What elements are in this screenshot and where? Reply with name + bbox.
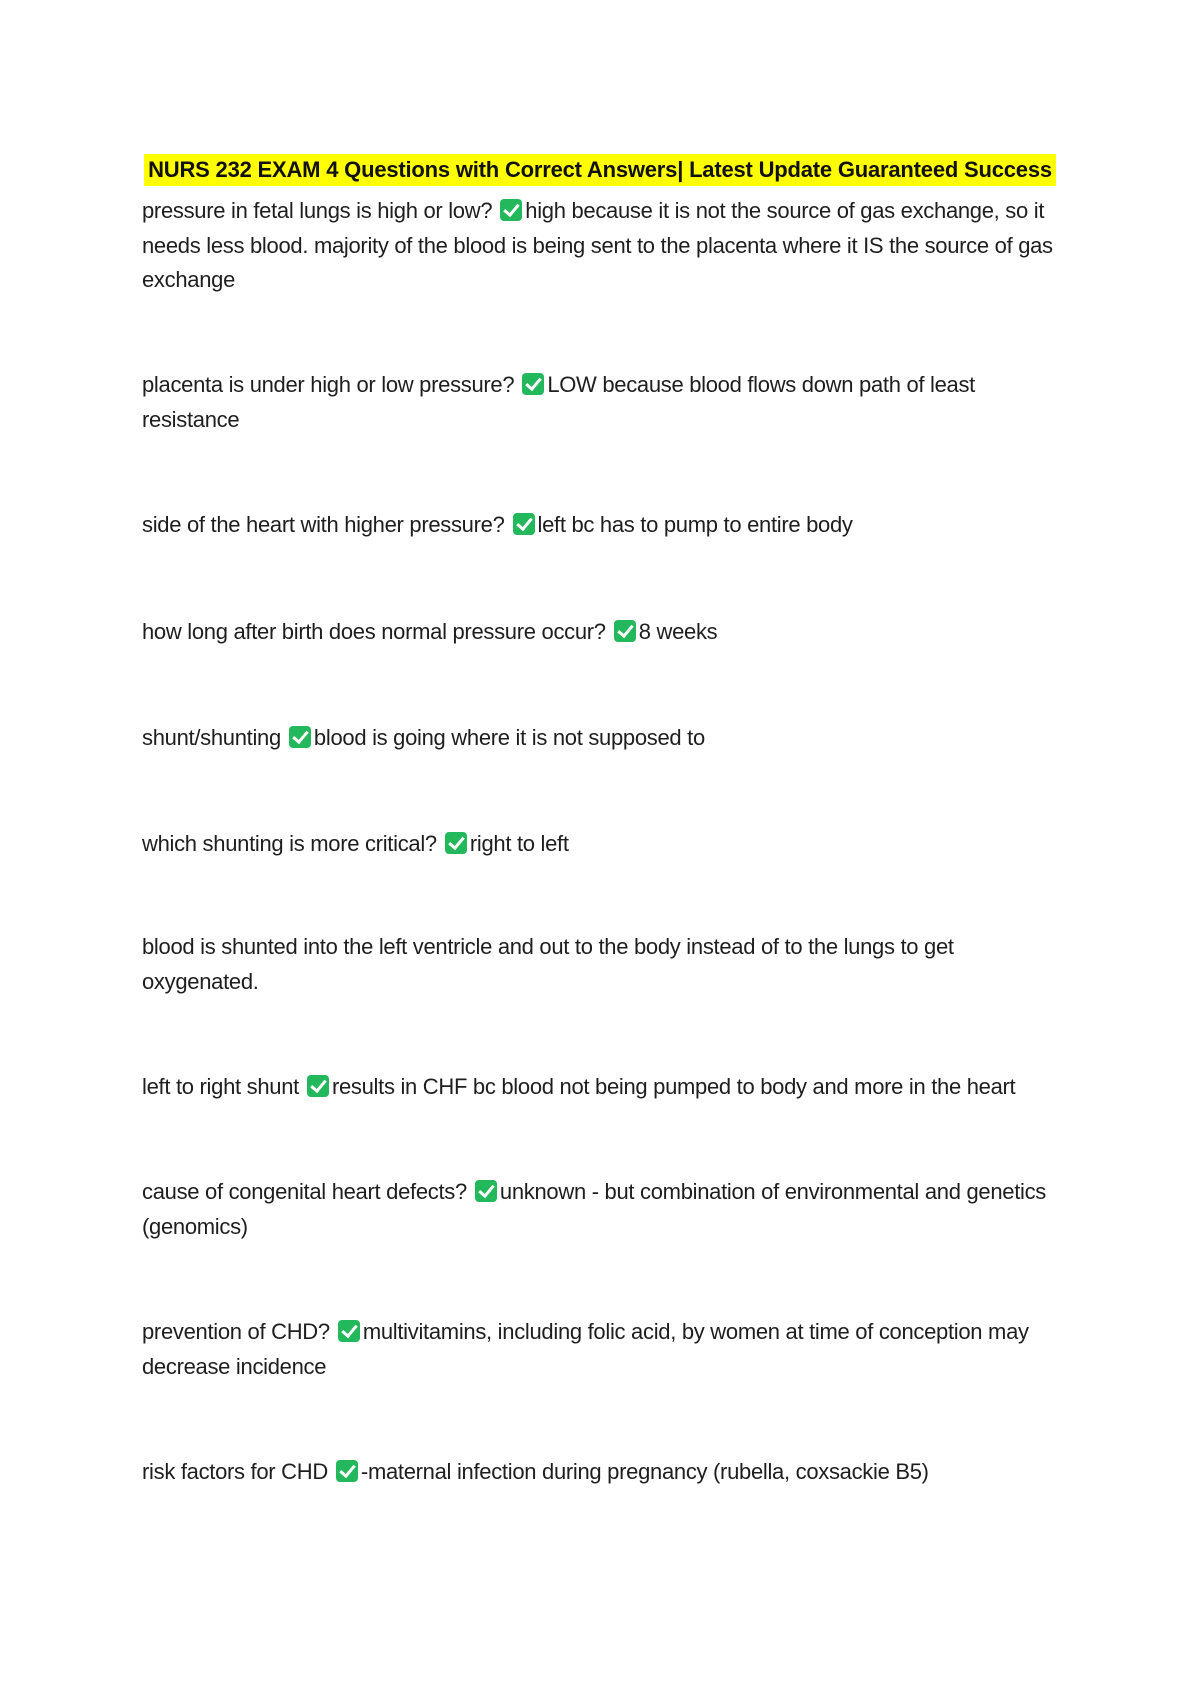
answer-text: blood is going where it is not supposed to <box>313 725 705 750</box>
answer-text: right to left <box>469 831 569 856</box>
question-text: pressure in fetal lungs is high or low? <box>142 198 493 223</box>
qa-entry-2 <box>142 368 1062 437</box>
qa-entry-6 <box>142 827 1062 862</box>
question-text: which shunting is more critical? <box>142 831 437 856</box>
answer-text: results in CHF bc blood not being pumped to body and more in the heart <box>331 1074 1016 1099</box>
document-title: NURS 232 EXAM 4 Questions with Correct Answers| Latest Update Guaranteed Success <box>144 154 1056 186</box>
qa-entry-5 <box>142 721 1062 756</box>
qa-entry-7 <box>142 930 1062 999</box>
question-text: shunt/shunting <box>142 725 281 750</box>
statement-text: blood is shunted into the left ventricle and out to the body instead of to the lungs to get oxygenated. <box>142 934 954 994</box>
qa-entry-8 <box>142 1070 1062 1105</box>
answer-text: left bc has to pump to entire body <box>537 512 853 537</box>
question-text: side of the heart with higher pressure? <box>142 512 505 537</box>
question-text: left to right shunt <box>142 1074 299 1099</box>
qa-entry-10 <box>142 1315 1062 1384</box>
check-icon <box>513 513 535 535</box>
qa-entry-3 <box>142 508 1062 543</box>
check-icon <box>614 620 636 642</box>
title-container <box>0 154 1200 186</box>
check-icon <box>445 832 467 854</box>
qa-entry-4 <box>142 615 1062 650</box>
question-text: placenta is under high or low pressure? <box>142 372 515 397</box>
check-icon <box>289 726 311 748</box>
check-icon <box>500 199 522 221</box>
answer-text: unknown - but combination of environmental and genetics (genomics) <box>142 1179 1046 1239</box>
question-text: prevention of CHD? <box>142 1319 330 1344</box>
question-text: risk factors for CHD <box>142 1459 328 1484</box>
check-icon <box>338 1320 360 1342</box>
qa-entry-9 <box>142 1175 1062 1244</box>
check-icon <box>475 1180 497 1202</box>
check-icon <box>307 1075 329 1097</box>
answer-text: LOW because blood flows down path of least resistance <box>142 372 975 432</box>
answer-text: 8 weeks <box>638 619 718 644</box>
question-text: how long after birth does normal pressure occur? <box>142 619 606 644</box>
question-text: cause of congenital heart defects? <box>142 1179 467 1204</box>
check-icon <box>522 373 544 395</box>
answer-text: -maternal infection during pregnancy (rubella, coxsackie B5) <box>360 1459 929 1484</box>
qa-entry-11 <box>142 1455 1062 1490</box>
qa-entry-1 <box>142 194 1062 298</box>
answer-text: high because it is not the source of gas exchange, so it needs less blood. majority of the blood is being sent to the placenta where it IS the source of gas exchange <box>142 198 1053 292</box>
answer-text: multivitamins, including folic acid, by women at time of conception may decrease incidence <box>142 1319 1029 1379</box>
check-icon <box>336 1460 358 1482</box>
